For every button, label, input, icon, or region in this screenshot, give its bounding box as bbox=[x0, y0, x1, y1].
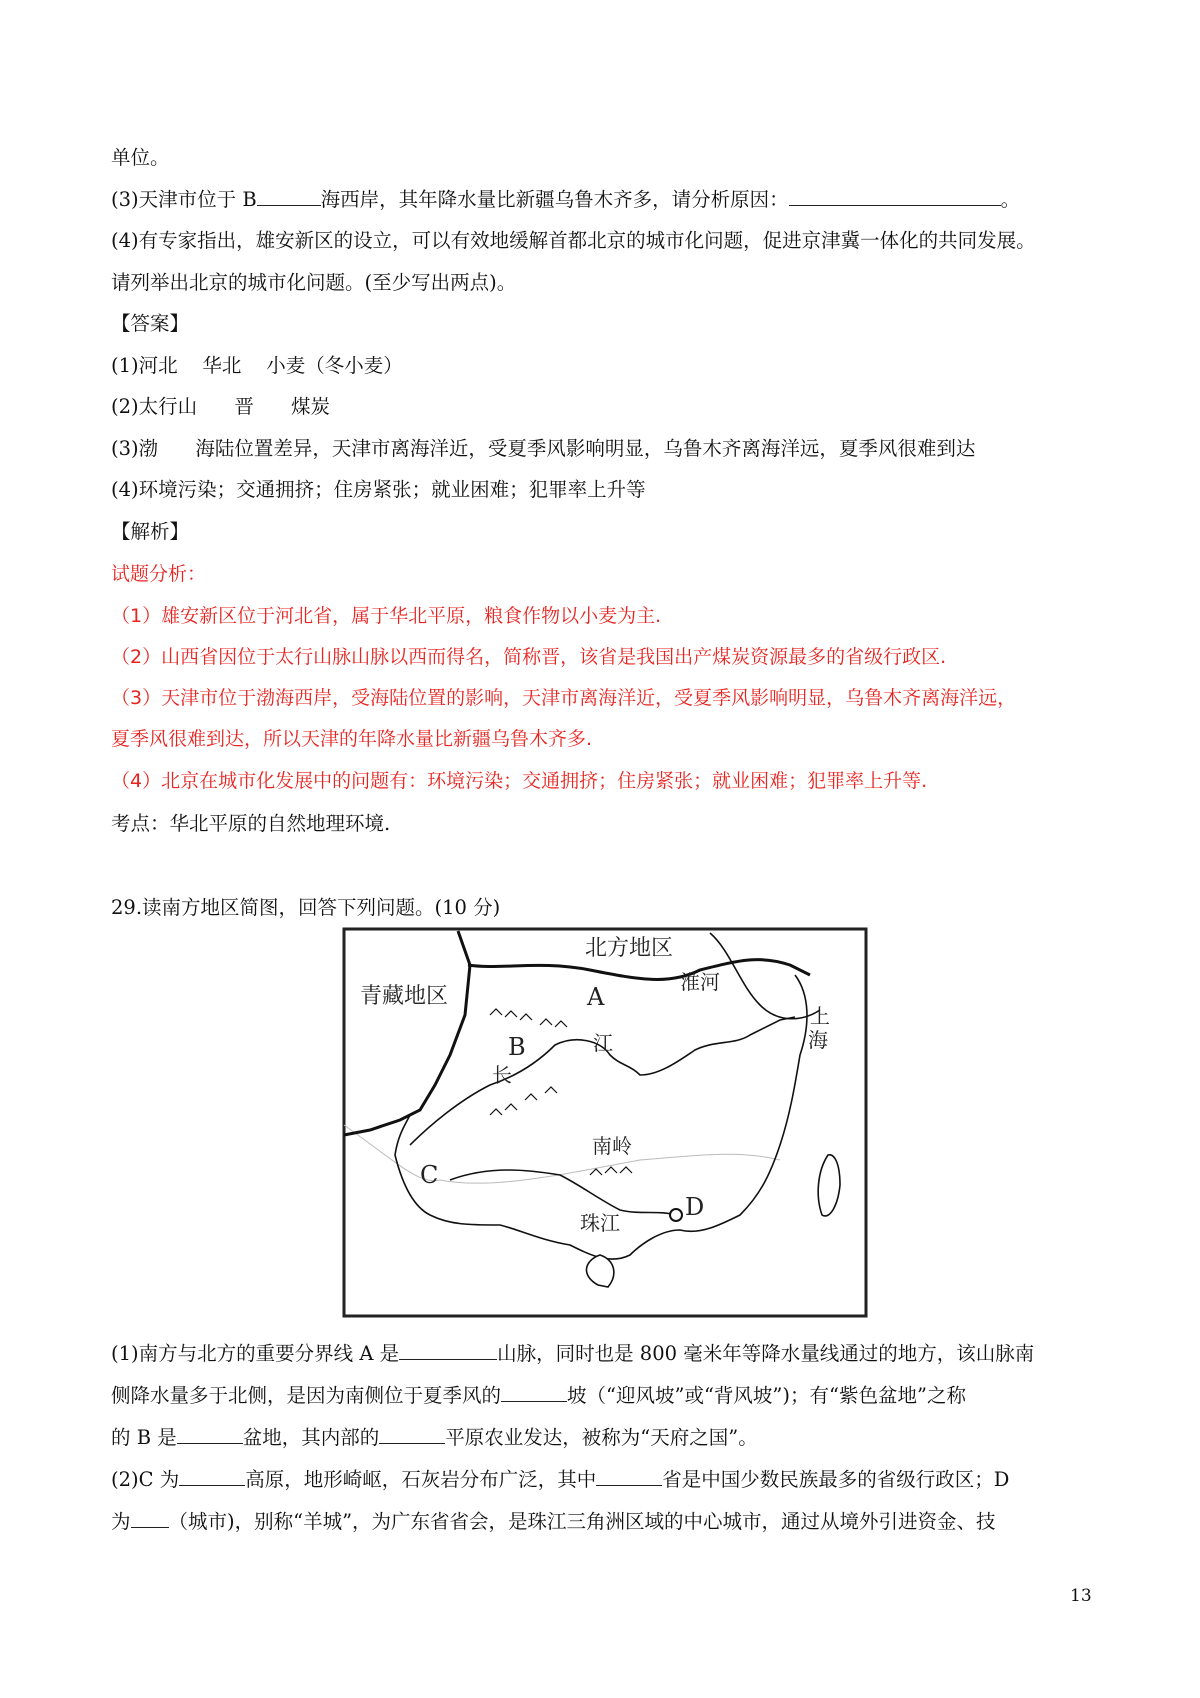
answer-4: (4)环境污染；交通拥挤；住房紧张；就业困难；犯罪率上升等 bbox=[111, 478, 646, 501]
answer-blank bbox=[257, 187, 321, 206]
map-label-chang: 长 bbox=[492, 1063, 512, 1087]
map-label-C: C bbox=[420, 1161, 439, 1189]
answer-heading: 【答案】 bbox=[111, 312, 190, 335]
map-label-B: B bbox=[508, 1033, 526, 1061]
map-label-huaihe: 淮河 bbox=[680, 970, 720, 994]
analysis-heading: 【解析】 bbox=[111, 520, 190, 543]
answer-blank bbox=[131, 1509, 169, 1528]
answer-2: (2)太行山 晋 煤炭 bbox=[111, 395, 331, 418]
map-label-nanling: 南岭 bbox=[592, 1134, 632, 1158]
answer-blank bbox=[179, 1467, 245, 1486]
analysis-3a: （3）天津市位于渤海西岸，受海陆位置的影响，天津市离海洋近，受夏季风影响明显，乌鲁木齐离海洋远， bbox=[111, 687, 1017, 709]
page-number: 13 bbox=[1070, 1586, 1092, 1606]
answer-blank bbox=[379, 1425, 445, 1444]
analysis-4: （4）北京在城市化发展中的问题有：环境污染；交通拥挤；住房紧张；就业困难；犯罪率上升等. bbox=[111, 770, 928, 792]
answer-blank bbox=[501, 1383, 567, 1402]
q29-part1-line2: 侧降水量多于北侧，是因为南侧位于夏季风的 坡（“迎风坡”或“背风坡”)；有“紫色盆地”之称 bbox=[111, 1384, 966, 1407]
answer-blank bbox=[789, 187, 1001, 206]
answer-blank bbox=[596, 1467, 662, 1486]
analysis-2: （2）山西省因位于太行山脉山脉以西而得名，简称晋，该省是我国出产煤炭资源最多的省级行政区. bbox=[111, 646, 947, 668]
question-4-line1: (4)有专家指出，雄安新区的设立，可以有效地缓解首都北京的城市化问题，促进京津冀一体化的共同发展。 bbox=[111, 229, 1036, 252]
text-line: 单位。 bbox=[111, 146, 170, 169]
answer-1: (1)河北 华北 小麦（冬小麦） bbox=[111, 354, 403, 377]
answer-3: (3)渤 海陆位置差异，天津市离海洋近，受夏季风影响明显，乌鲁木齐离海洋远，夏季风很难到达 bbox=[111, 437, 976, 460]
south-china-map bbox=[340, 925, 870, 1320]
map-label-zhujiang: 珠江 bbox=[580, 1211, 620, 1235]
question-29: 29.读南方地区简图，回答下列问题。(10 分) bbox=[111, 896, 501, 919]
analysis-3b: 夏季风很难到达，所以天津的年降水量比新疆乌鲁木齐多. bbox=[111, 728, 593, 750]
q29-part1-line3: 的 B 是 盆地，其内部的 平原农业发达，被称为“天府之国”。 bbox=[111, 1426, 758, 1449]
kaodian: 考点：华北平原的自然地理环境. bbox=[111, 812, 391, 835]
map-label-shanghai-1: 上 bbox=[810, 1004, 830, 1028]
analysis-1: （1）雄安新区位于河北省，属于华北平原，粮食作物以小麦为主. bbox=[111, 605, 662, 627]
map-label-A: A bbox=[587, 983, 605, 1011]
answer-blank bbox=[399, 1341, 497, 1360]
q29-part2-line1: (2)C 为 高原，地形崎岖，石灰岩分布广泛，其中 省是中国少数民族最多的省级行政区；D bbox=[111, 1468, 1010, 1491]
map-label-jiang: 江 bbox=[593, 1031, 613, 1055]
map-label-D: D bbox=[685, 1193, 705, 1221]
map-label-north: 北方地区 bbox=[585, 936, 674, 961]
q29-part2-line2: 为 （城市)，别称“羊城”，为广东省省会，是珠江三角洲区域的中心城市，通过从境外引进资金、技 bbox=[111, 1510, 996, 1533]
analysis-title: 试题分析： bbox=[111, 563, 207, 585]
question-4-line2: 请列举出北京的城市化问题。(至少写出两点)。 bbox=[111, 271, 517, 294]
question-3: (3)天津市位于 B 海西岸，其年降水量比新疆乌鲁木齐多，请分析原因： 。 bbox=[111, 188, 1021, 211]
map-label-shanghai-2: 海 bbox=[808, 1028, 828, 1052]
map-label-qingzang: 青藏地区 bbox=[360, 984, 449, 1009]
guangzhou-point bbox=[670, 1209, 682, 1221]
q29-part1-line1: (1)南方与北方的重要分界线 A 是 山脉，同时也是 800 毫米年等降水量线通过的地方，该山脉南 bbox=[111, 1342, 1035, 1365]
answer-blank bbox=[177, 1425, 243, 1444]
